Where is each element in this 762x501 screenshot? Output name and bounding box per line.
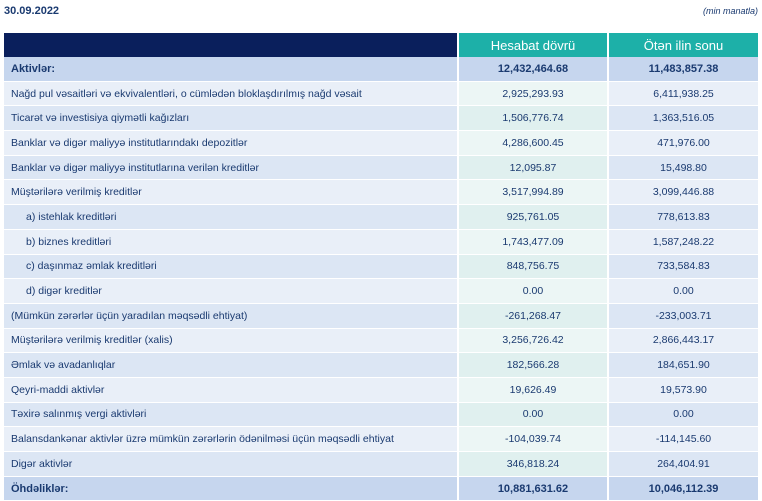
column-header-current: Hesabat dövrü [458,33,608,57]
value-current: -104,039.74 [458,427,608,452]
value-current: 10,881,631.62 [458,476,608,501]
value-current: 1,743,477.09 [458,229,608,254]
row-label: Qeyri-maddi aktivlər [4,377,458,402]
value-previous: 6,411,938.25 [608,81,758,106]
row-label: c) daşınmaz əmlak kreditləri [4,254,458,279]
value-current: 1,506,776.74 [458,106,608,131]
table-row [4,303,758,328]
table-row [4,155,758,180]
row-label: Banklar və digər maliyyə institutlarındakı depozitlər [4,131,458,156]
table-row [4,180,758,205]
value-previous: -233,003.71 [608,303,758,328]
value-current: 3,517,994.89 [458,180,608,205]
row-label: Ticarət və investisiya qiymətli kağızları [4,106,458,131]
table-row [4,452,758,477]
value-current: 182,566.28 [458,353,608,378]
table-row [4,353,758,378]
value-current: 3,256,726.42 [458,328,608,353]
column-header-previous: Ötən ilin sonu [608,33,758,57]
value-current: -261,268.47 [458,303,608,328]
row-label: Nağd pul vəsaitləri və ekvivalentləri, o cümlədən bloklaşdırılmış nağd vəsait [4,81,458,106]
row-label: Əmlak və avadanlıqlar [4,353,458,378]
value-previous: 1,587,248.22 [608,229,758,254]
report-date: 30.09.2022 [4,5,60,17]
value-previous: 264,404.91 [608,452,758,477]
value-previous: 15,498.80 [608,155,758,180]
row-label: Təxirə salınmış vergi aktivləri [4,402,458,427]
value-previous: 1,363,516.05 [608,106,758,131]
value-previous: 0.00 [608,402,758,427]
table-row [4,254,758,279]
value-current: 12,432,464.68 [458,57,608,81]
value-current: 2,925,293.93 [458,81,608,106]
table-row [4,402,758,427]
table-body [4,57,758,501]
value-previous: 19,573.90 [608,377,758,402]
value-previous: 11,483,857.38 [608,57,758,81]
value-previous: 471,976.00 [608,131,758,156]
row-label: a) istehlak kreditləri [4,205,458,230]
report-header [0,0,762,22]
section-total-row [4,57,758,81]
row-label: Öhdəliklər: [4,476,458,501]
value-current: 4,286,600.45 [458,131,608,156]
header-label-cell [4,33,458,57]
value-previous: 10,046,112.39 [608,476,758,501]
value-previous: 733,584.83 [608,254,758,279]
table-row [4,328,758,353]
value-previous: 184,651.90 [608,353,758,378]
row-label: b) biznes kreditləri [4,229,458,254]
row-label: Müştərilərə verilmiş kreditlər (xalis) [4,328,458,353]
value-current: 0.00 [458,402,608,427]
value-current: 19,626.49 [458,377,608,402]
value-previous: 778,613.83 [608,205,758,230]
table-row [4,106,758,131]
value-previous: 2,866,443.17 [608,328,758,353]
value-current: 12,095.87 [458,155,608,180]
row-label: d) digər kreditlər [4,279,458,304]
row-label: Digər aktivlər [4,452,458,477]
balance-table [4,33,758,501]
table-row [4,229,758,254]
table-row [4,131,758,156]
table-row [4,377,758,402]
unit-note: (min manatla) [702,6,758,16]
value-previous: -114,145.60 [608,427,758,452]
table-row [4,81,758,106]
table-row [4,205,758,230]
row-label: Banklar və digər maliyyə institutlarına verilən kreditlər [4,155,458,180]
value-current: 346,818.24 [458,452,608,477]
value-current: 0.00 [458,279,608,304]
row-label: Müştərilərə verilmiş kreditlər [4,180,458,205]
table-row [4,427,758,452]
value-previous: 0.00 [608,279,758,304]
row-label: Balansdankənar aktivlər üzrə mümkün zərərlərin ödənilməsi üçün məqsədli ehtiyat [4,427,458,452]
table-header-row [4,33,758,57]
value-previous: 3,099,446.88 [608,180,758,205]
section-total-row [4,476,758,501]
row-label: Aktivlər: [4,57,458,81]
value-current: 848,756.75 [458,254,608,279]
value-current: 925,761.05 [458,205,608,230]
table-row [4,279,758,304]
row-label: (Mümkün zərərlər üçün yaradılan məqsədli ehtiyat) [4,303,458,328]
